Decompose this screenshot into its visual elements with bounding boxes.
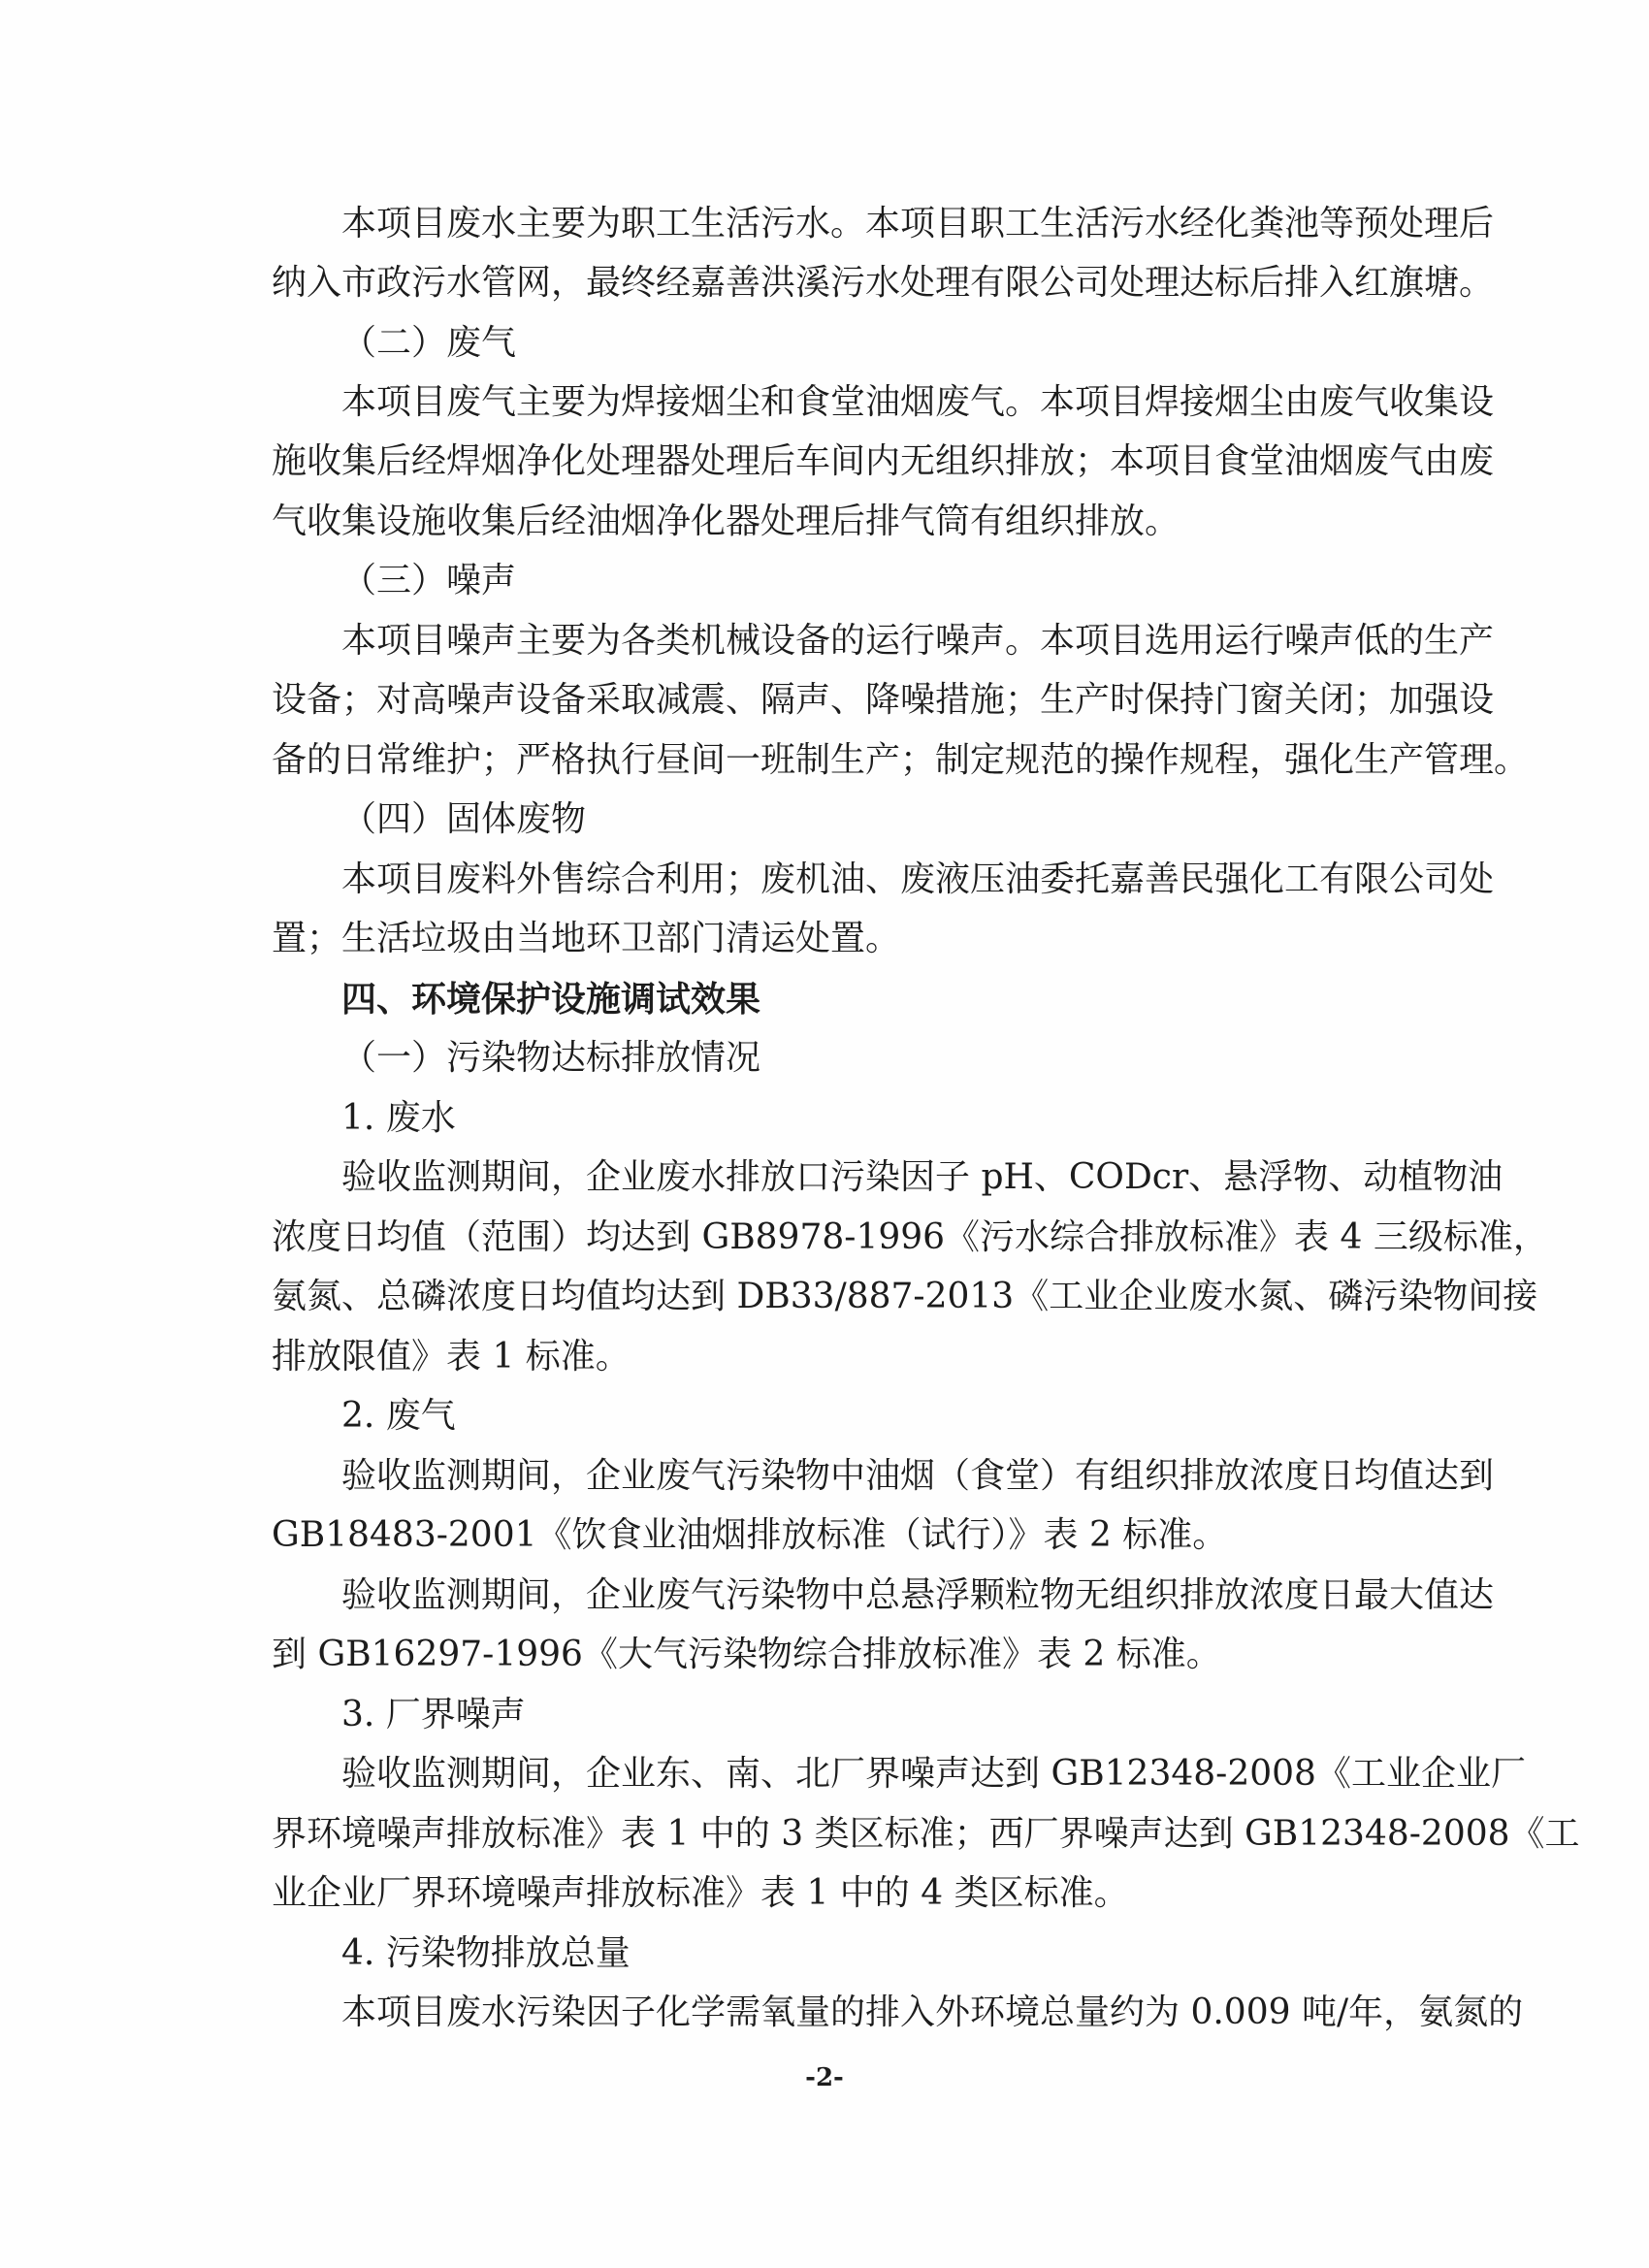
subsection-heading: 2. 废气 <box>341 1396 456 1436</box>
paragraph-line: 验收监测期间，企业废气污染物中总悬浮颗粒物无组织排放浓度日最大值达 <box>341 1575 1495 1615</box>
paragraph-line: 验收监测期间，企业废水排放口污染因子 pH、CODcr、悬浮物、动植物油 <box>341 1157 1504 1197</box>
paragraph-line: 本项目废气主要为焊接烟尘和食堂油烟废气。本项目焊接烟尘由废气收集设 <box>341 382 1495 422</box>
subsection-heading: 1. 废水 <box>341 1098 456 1138</box>
paragraph-line: 本项目废水主要为职工生活污水。本项目职工生活污水经化粪池等预处理后 <box>341 204 1495 243</box>
section-heading: （二）废气 <box>341 323 517 363</box>
paragraph-line: 施收集后经焊烟净化处理器处理后车间内无组织排放；本项目食堂油烟废气由废 <box>272 441 1495 481</box>
paragraph-line: 业企业厂界环境噪声排放标准》表 1 中的 4 类区标准。 <box>272 1873 1129 1913</box>
chapter-heading: 四、环境保护设施调试效果 <box>341 979 761 1020</box>
paragraph-line: GB18483-2001《饮食业油烟排放标准（试行）》表 2 标准。 <box>272 1515 1228 1555</box>
paragraph-line: 到 GB16297-1996《大气污染物综合排放标准》表 2 标准。 <box>272 1635 1221 1674</box>
subsection-heading: 4. 污染物排放总量 <box>341 1933 630 1973</box>
paragraph-line: 本项目废料外售综合利用；废机油、废液压油委托嘉善民强化工有限公司处 <box>341 859 1495 899</box>
paragraph-line: 验收监测期间，企业废气污染物中油烟（食堂）有组织排放浓度日均值达到 <box>341 1456 1495 1496</box>
paragraph-line: 置；生活垃圾由当地环卫部门清运处置。 <box>272 919 901 958</box>
paragraph-line: 排放限值》表 1 标准。 <box>272 1337 630 1377</box>
paragraph-line: 纳入市政污水管网，最终经嘉善洪溪污水处理有限公司处理达标后排入红旗塘。 <box>272 263 1495 303</box>
paragraph-line: 备的日常维护；严格执行昼间一班制生产；制定规范的操作规程，强化生产管理。 <box>272 740 1530 780</box>
paragraph-line: 界环境噪声排放标准》表 1 中的 3 类区标准；西厂界噪声达到 GB12348-2008《工 <box>272 1814 1580 1854</box>
paragraph-line: 本项目噪声主要为各类机械设备的运行噪声。本项目选用运行噪声低的生产 <box>341 621 1495 661</box>
subsection-heading: 3. 厂界噪声 <box>341 1695 526 1734</box>
section-heading: （三）噪声 <box>341 561 517 600</box>
page-number: -2- <box>805 2063 844 2092</box>
paragraph-line: 验收监测期间，企业东、南、北厂界噪声达到 GB12348-2008《工业企业厂 <box>341 1754 1526 1794</box>
section-heading: （一）污染物达标排放情况 <box>341 1038 761 1078</box>
paragraph-line: 设备；对高噪声设备采取减震、隔声、降噪措施；生产时保持门窗关闭；加强设 <box>272 680 1495 720</box>
paragraph-line: 浓度日均值（范围）均达到 GB8978-1996《污水综合排放标准》表 4 三级标准， <box>272 1217 1548 1257</box>
paragraph-line: 本项目废水污染因子化学需氧量的排入外环境总量约为 0.009 吨/年，氨氮的 <box>341 1993 1524 2032</box>
paragraph-line: 气收集设施收集后经油烟净化器处理后排气筒有组织排放。 <box>272 502 1180 541</box>
section-heading: （四）固体废物 <box>341 799 587 839</box>
paragraph-line: 氨氮、总磷浓度日均值均达到 DB33/887-2013《工业企业废水氮、磷污染物间接 <box>272 1277 1538 1316</box>
